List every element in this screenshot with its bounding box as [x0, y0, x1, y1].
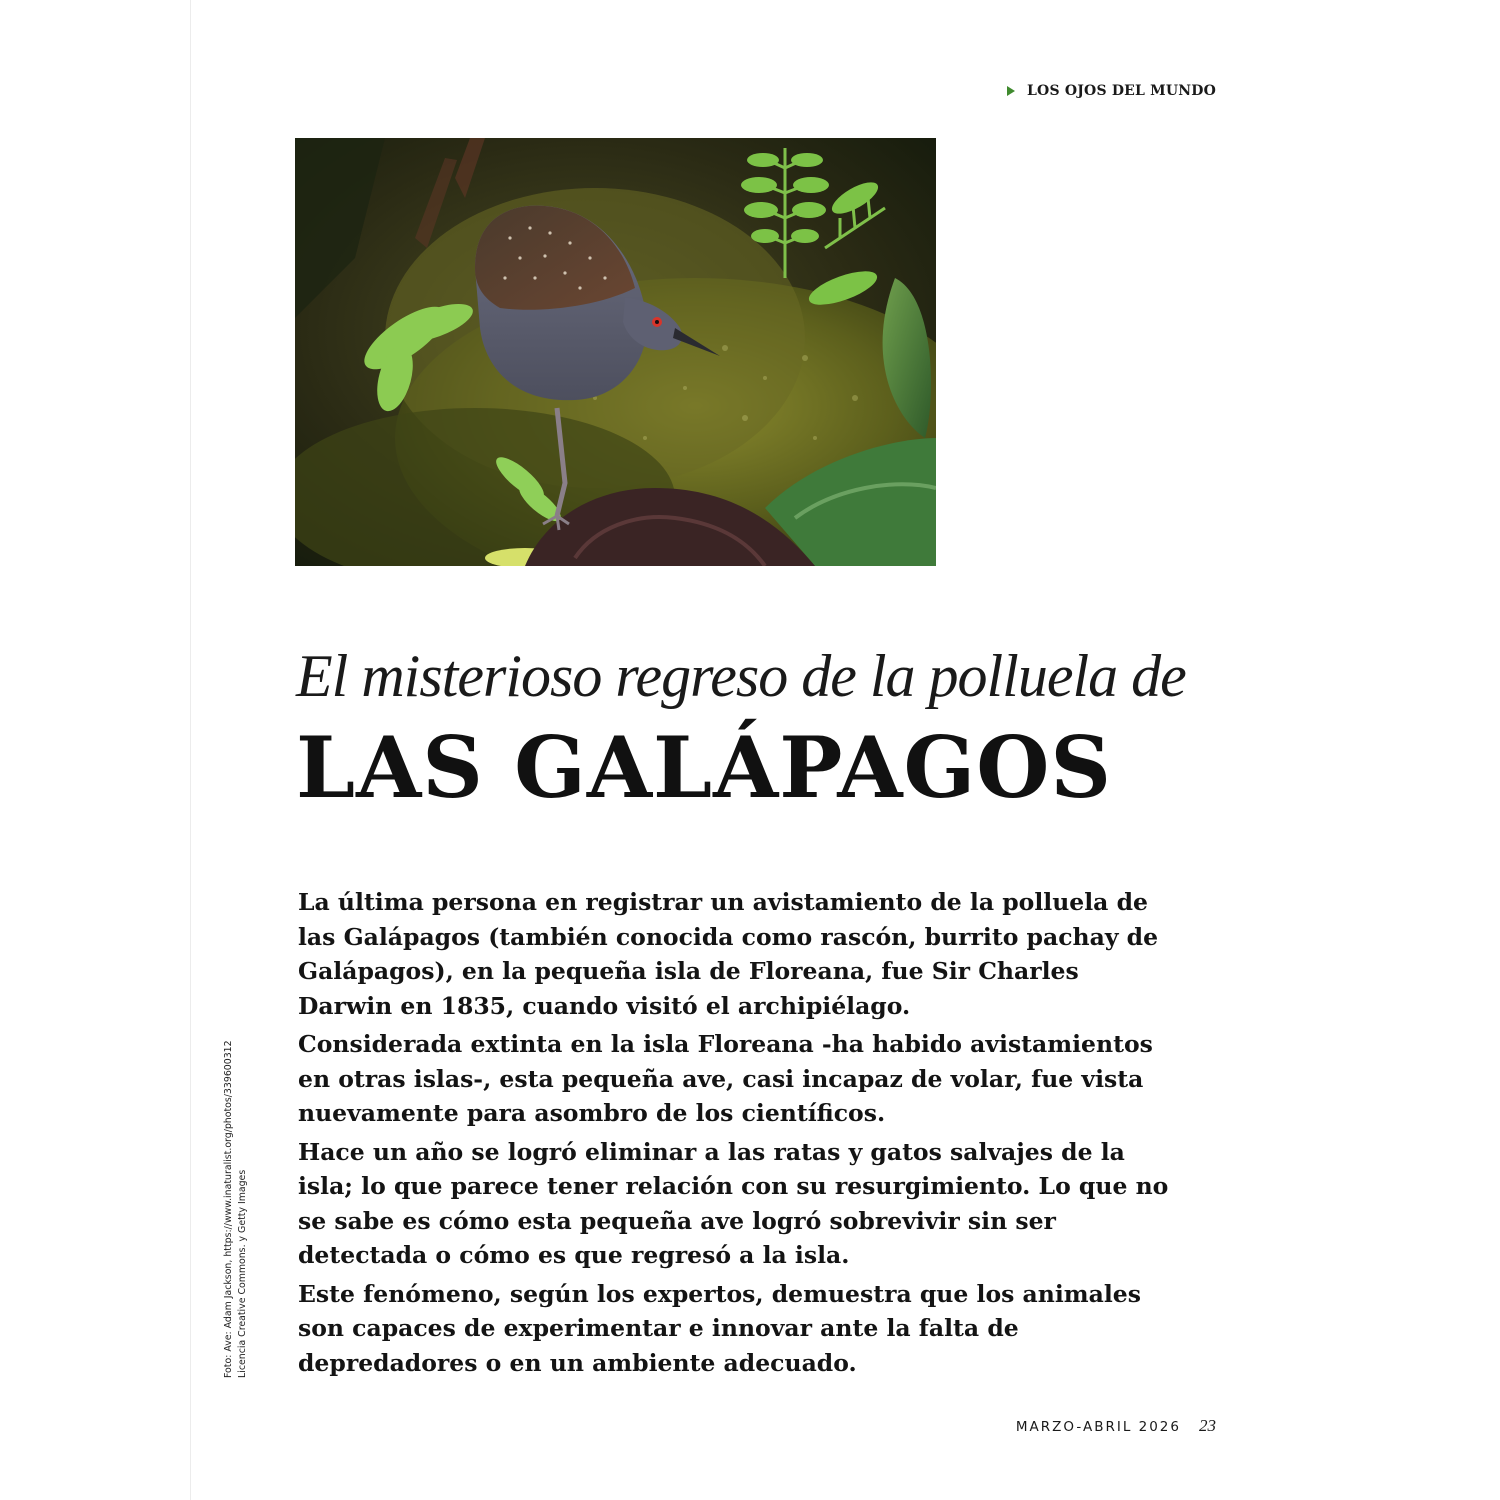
photo-credit-line: Foto: Ave: Adam Jackson, https://www.inaturalist.org/photos/339600312 — [223, 1040, 234, 1378]
page-edge — [190, 0, 191, 1500]
paragraph: Este fenómeno, según los expertos, demuestra que los animales son capaces de experimentar e innovar ante la falta de depredadores o en un ambiente adecuado. — [298, 1279, 1141, 1377]
section-title: LOS OJOS DEL MUNDO — [1027, 83, 1216, 99]
paragraph: Considerada extinta en la isla Floreana -ha habido avistamientos en otras islas-, esta pequeña ave, casi incapaz de volar, fue vista nuevamente para asombro de los científicos. — [298, 1030, 1153, 1127]
issue-date: MARZO-ABRIL 2026 — [1015, 1419, 1181, 1435]
photo-credit — [222, 1018, 250, 1378]
page-footer — [1016, 1416, 1216, 1436]
article-photo — [295, 138, 936, 566]
headline-main: LAS GALÁPAGOS — [296, 718, 1113, 817]
page-number: 23 — [1199, 1416, 1216, 1435]
play-arrow-icon — [1007, 86, 1015, 96]
headline-italic: El misterioso regreso de la polluela de — [296, 643, 1186, 709]
paragraph: Hace un año se logró eliminar a las ratas y gatos salvajes de la isla; lo que parece tener relación con su resurgimiento. Lo que no se sabe es cómo esta pequeña ave logró sobrevivir sin ser detectada o cómo es que regresó a la isla. — [298, 1137, 1169, 1269]
photo-credit-line: Licencia Creative Commons. y Getty Images — [237, 1169, 248, 1378]
bird-on-mossy-ground-icon — [295, 138, 936, 566]
paragraph: La última persona en registrar un avistamiento de la polluela de las Galápagos (también conocida como rascón, burrito pachay de Galápagos), en la pequeña isla de Floreana, fue Sir Charles Darwin en 1835, cuando visitó el archipiélago. — [298, 888, 1159, 1020]
section-label — [1007, 83, 1216, 99]
article-body — [298, 885, 1178, 1384]
